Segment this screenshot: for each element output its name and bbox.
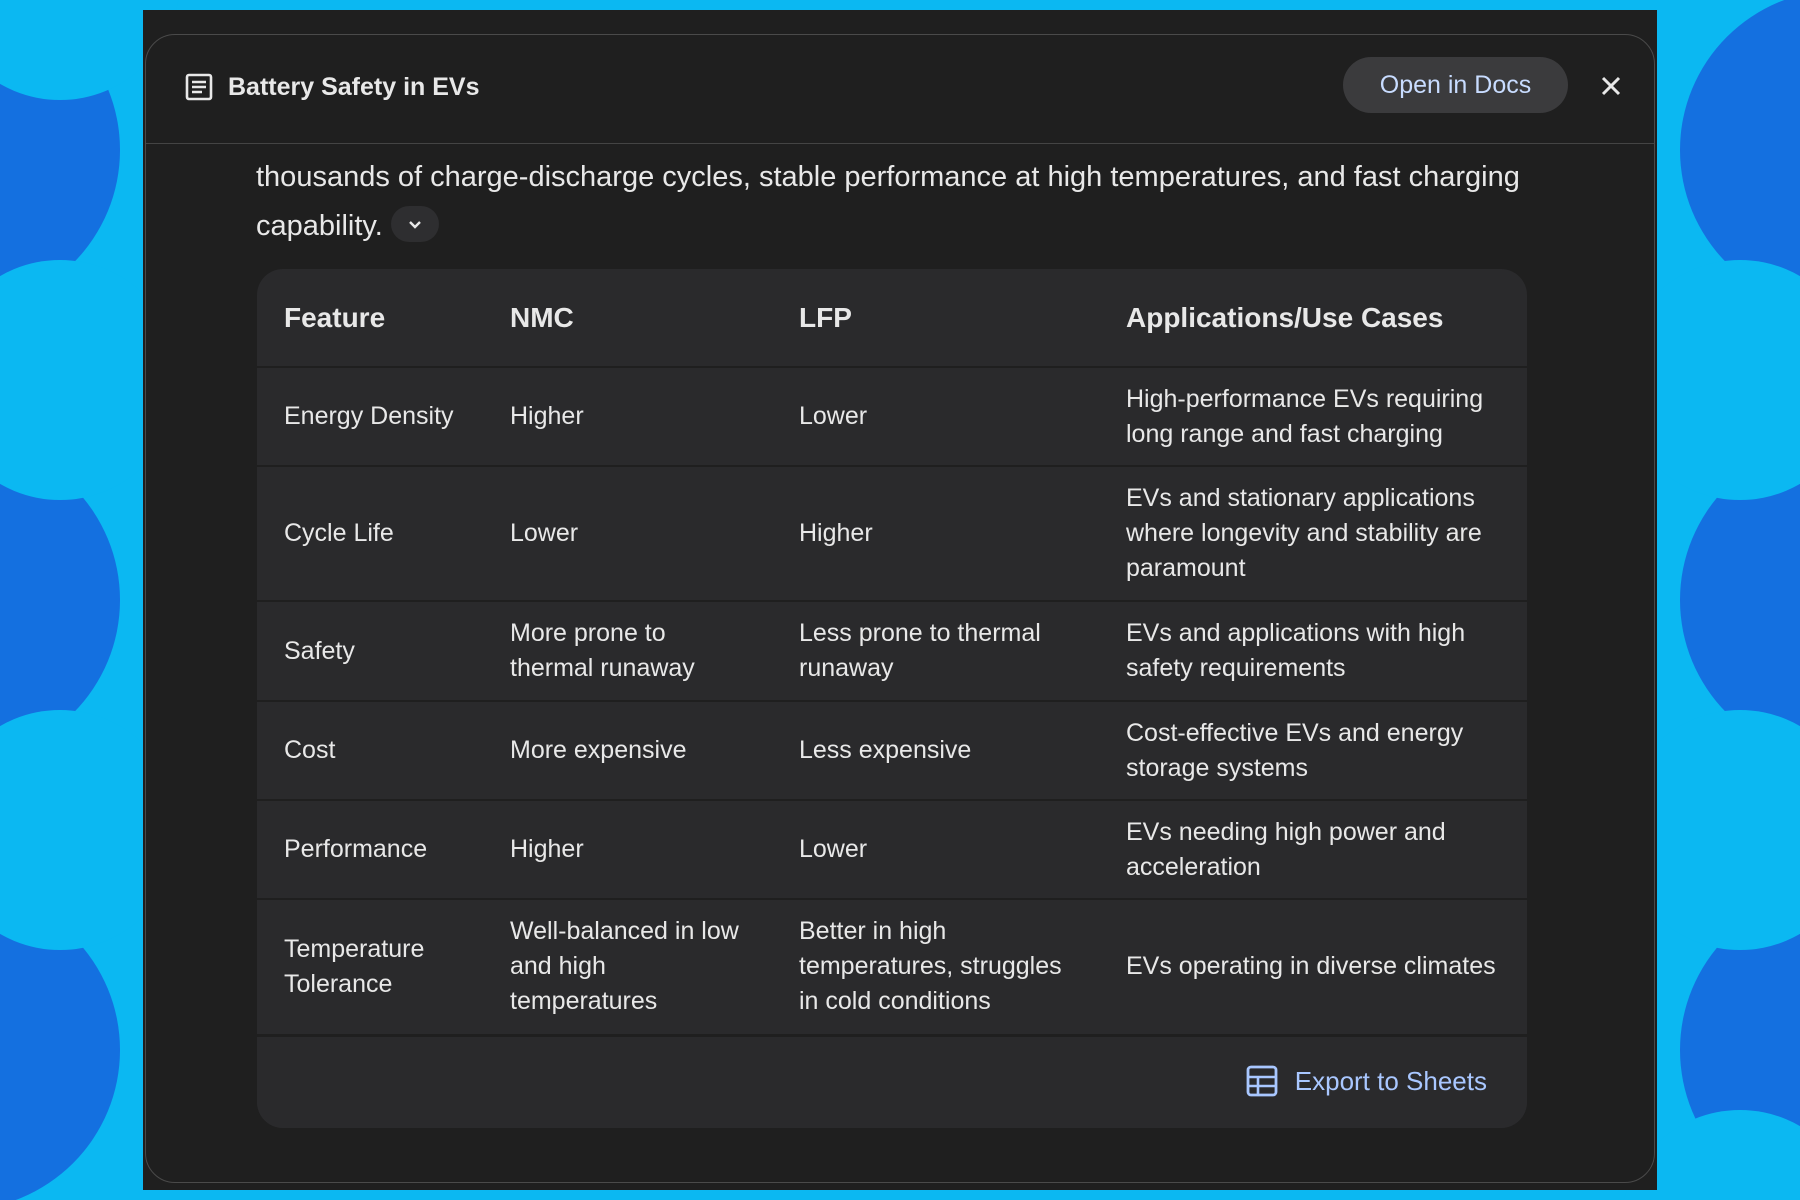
sheets-icon: [1245, 1064, 1279, 1098]
open-in-docs-button[interactable]: Open in Docs: [1343, 57, 1568, 113]
table-cell: Cost: [257, 701, 483, 800]
header-applications: Applications/Use Cases: [1126, 302, 1444, 333]
expand-button[interactable]: [391, 206, 439, 242]
table-cell: EVs needing high power and acceleration: [1099, 800, 1527, 899]
table-cell: EVs and stationary applications where longevity and stability are paramount: [1099, 466, 1527, 601]
table-cell: High-performance EVs requiring long range and fast charging: [1099, 367, 1527, 466]
document-panel: [145, 34, 1655, 1183]
docs-window: [143, 10, 1657, 1190]
table-row: [257, 701, 1527, 800]
header-nmc: NMC: [510, 302, 574, 333]
export-label: Export to Sheets: [1294, 1065, 1487, 1096]
table-row: [257, 899, 1527, 1033]
table-cell: Lower: [483, 466, 772, 601]
table-cell: Cycle Life: [257, 466, 483, 601]
table-cell: EVs operating in diverse climates: [1099, 899, 1527, 1033]
table-cell: Higher: [483, 800, 772, 899]
header-feature: Feature: [284, 302, 386, 333]
table-cell: Performance: [257, 800, 483, 899]
close-icon[interactable]: [1594, 69, 1628, 103]
table-cell: Energy Density: [257, 367, 483, 466]
table-cell: Cost-effective EVs and energy storage systems: [1099, 701, 1527, 800]
intro-paragraph: [256, 153, 1596, 251]
table-cell: More prone to thermal runaway: [483, 601, 772, 701]
table-row: [257, 800, 1527, 899]
table-cell: Safety: [257, 601, 483, 701]
comparison-table: [257, 269, 1527, 1128]
table-row: [257, 367, 1527, 466]
table-cell: Less expensive: [772, 701, 1099, 800]
chevron-down-icon: [405, 214, 425, 234]
header-lfp: LFP: [799, 302, 852, 333]
table-row: [257, 601, 1527, 701]
export-to-sheets-button[interactable]: [1245, 1061, 1487, 1101]
table-cell: Temperature Tolerance: [257, 899, 483, 1033]
table-cell: EVs and applications with high safety requirements: [1099, 601, 1527, 701]
panel-title: Battery Safety in EVs: [228, 73, 480, 101]
table-header-row: [257, 269, 1527, 367]
table-row: [257, 466, 1527, 601]
table-cell: Better in high temperatures, struggles in cold conditions: [772, 899, 1099, 1033]
table-cell: Higher: [772, 466, 1099, 601]
table-cell: More expensive: [483, 701, 772, 800]
table-cell: Less prone to thermal runaway: [772, 601, 1099, 701]
table-cell: Well-balanced in low and high temperatures: [483, 899, 772, 1033]
document-icon: [184, 72, 214, 102]
table-footer: [257, 1034, 1527, 1128]
table-cell: Lower: [772, 800, 1099, 899]
intro-text: thousands of charge-discharge cycles, stable performance at high temperatures, and fast charging capability.: [256, 161, 1520, 242]
table-cell: Higher: [483, 367, 772, 466]
table-cell: Lower: [772, 367, 1099, 466]
panel-header: [146, 35, 1654, 144]
